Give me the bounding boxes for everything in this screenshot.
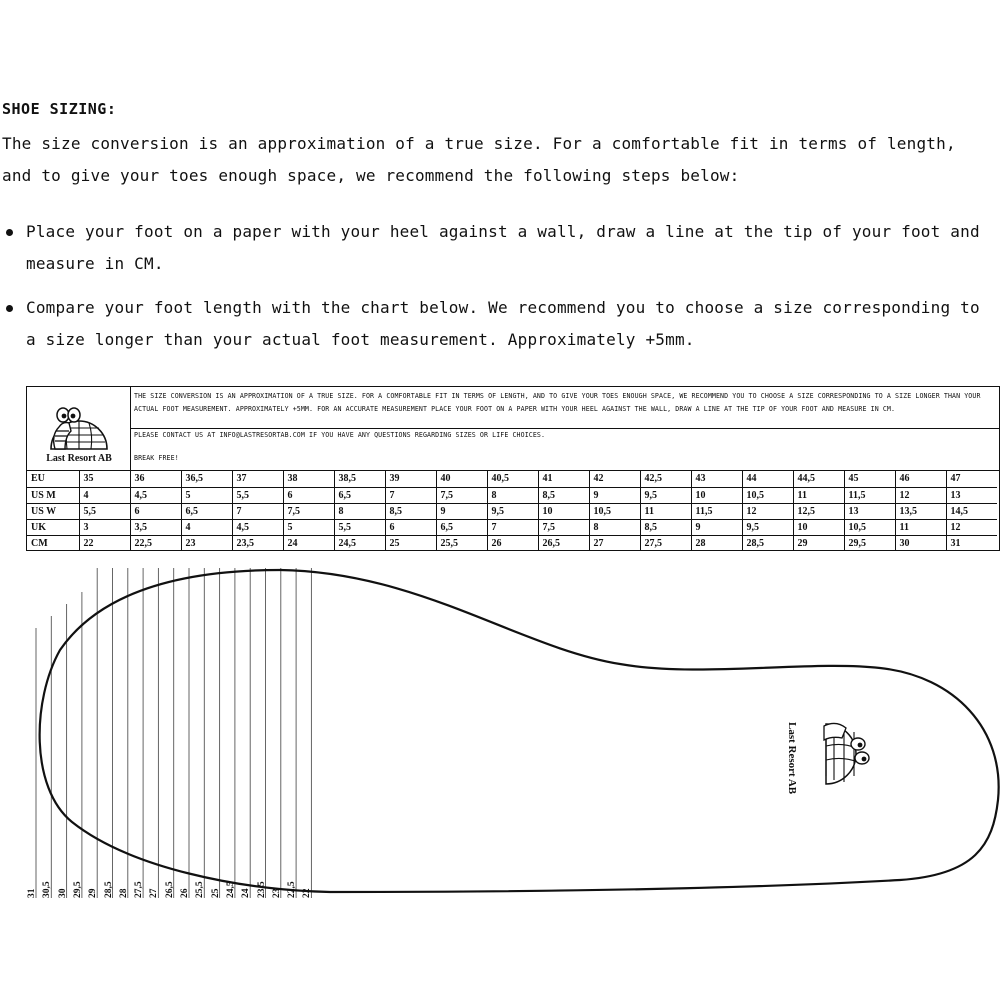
size-cell: 5,5 bbox=[79, 503, 130, 519]
size-cell: 8,5 bbox=[538, 487, 589, 503]
size-cell: 9 bbox=[691, 519, 742, 535]
size-cell: 13,5 bbox=[895, 503, 946, 519]
tagline: BREAK FREE! bbox=[134, 454, 179, 462]
size-cell: 28 bbox=[691, 535, 742, 551]
size-cell: 7 bbox=[232, 503, 283, 519]
ruler-label: 28 bbox=[118, 888, 129, 898]
ruler-label: 30 bbox=[57, 888, 68, 898]
size-cell: 14,5 bbox=[946, 503, 997, 519]
size-cell: 5 bbox=[283, 519, 334, 535]
size-cell: 11 bbox=[640, 503, 691, 519]
size-cell: 11,5 bbox=[844, 487, 895, 503]
size-cell: 23,5 bbox=[232, 535, 283, 551]
size-cell: 8,5 bbox=[640, 519, 691, 535]
size-cell: 8 bbox=[487, 487, 538, 503]
size-cell: 7,5 bbox=[283, 503, 334, 519]
size-cell: 7,5 bbox=[436, 487, 487, 503]
size-cell: 10,5 bbox=[844, 519, 895, 535]
globe-mascot-logo-icon bbox=[41, 391, 117, 453]
size-cell: 8 bbox=[334, 503, 385, 519]
size-cell: 13 bbox=[946, 487, 997, 503]
size-system-label: US W bbox=[27, 503, 79, 519]
size-cell: 46 bbox=[895, 471, 946, 487]
ruler-label: 25,5 bbox=[195, 881, 206, 898]
size-row bbox=[27, 471, 997, 487]
size-cell: 36 bbox=[130, 471, 181, 487]
ruler-label: 30,5 bbox=[42, 881, 53, 898]
ruler-label: 27 bbox=[149, 888, 160, 898]
size-row bbox=[27, 487, 997, 503]
size-cell: 4,5 bbox=[130, 487, 181, 503]
size-cell: 7 bbox=[385, 487, 436, 503]
size-cell: 5,5 bbox=[334, 519, 385, 535]
size-cell: 7,5 bbox=[538, 519, 589, 535]
size-system-label: CM bbox=[27, 535, 79, 551]
size-cell: 6,5 bbox=[181, 503, 232, 519]
size-cell: 28,5 bbox=[742, 535, 793, 551]
measurement-ruler bbox=[36, 568, 311, 898]
sole-mascot-logo-icon bbox=[824, 723, 869, 784]
contact-note: PLEASE CONTACT US AT INFO@LASTRESORTAB.COM IF YOU HAVE ANY QUESTIONS REGARDING SIZES OR LIFE CHOICES. bbox=[134, 431, 546, 439]
size-cell: 31 bbox=[946, 535, 997, 551]
size-cell: 11 bbox=[793, 487, 844, 503]
size-cell: 26 bbox=[487, 535, 538, 551]
ruler-label: 26 bbox=[180, 888, 190, 898]
size-cell: 9 bbox=[436, 503, 487, 519]
size-cell: 11 bbox=[895, 519, 946, 535]
size-cell: 8,5 bbox=[385, 503, 436, 519]
size-row bbox=[27, 519, 997, 535]
size-cell: 24,5 bbox=[334, 535, 385, 551]
size-cell: 38 bbox=[283, 471, 334, 487]
size-cell: 4,5 bbox=[232, 519, 283, 535]
ruler-label: 29 bbox=[88, 888, 99, 898]
size-cell: 40,5 bbox=[487, 471, 538, 487]
size-cell: 9 bbox=[589, 487, 640, 503]
size-cell: 12 bbox=[742, 503, 793, 519]
bullet-icon bbox=[6, 305, 13, 312]
ruler-label: 25 bbox=[210, 888, 221, 898]
chart-logo-cell bbox=[27, 387, 131, 471]
intro-paragraph: The size conversion is an approximation of a true size. For a comfortable fit in terms of length, and to give your toes enough space, we recommend the following steps below: bbox=[2, 134, 956, 185]
ruler-label: 22,5 bbox=[287, 881, 298, 898]
size-cell: 30 bbox=[895, 535, 946, 551]
ruler-label: 23,5 bbox=[256, 881, 267, 898]
size-cell: 10 bbox=[793, 519, 844, 535]
size-system-label: EU bbox=[27, 471, 79, 487]
ruler-label: 28,5 bbox=[103, 881, 114, 898]
size-cell: 10 bbox=[538, 503, 589, 519]
size-cell: 6,5 bbox=[436, 519, 487, 535]
size-cell: 10,5 bbox=[742, 487, 793, 503]
size-cell: 27 bbox=[589, 535, 640, 551]
size-cell: 4 bbox=[79, 487, 130, 503]
size-cell: 6 bbox=[283, 487, 334, 503]
chart-note-cell bbox=[131, 387, 999, 471]
size-cell: 23 bbox=[181, 535, 232, 551]
ruler-label: 24,5 bbox=[225, 881, 236, 898]
size-cell: 44,5 bbox=[793, 471, 844, 487]
size-cell: 36,5 bbox=[181, 471, 232, 487]
sole-brand-text: Last Resort AB bbox=[786, 722, 798, 795]
size-cell: 10,5 bbox=[589, 503, 640, 519]
size-cell: 25 bbox=[385, 535, 436, 551]
size-cell: 5,5 bbox=[232, 487, 283, 503]
size-cell: 35 bbox=[79, 471, 130, 487]
size-cell: 29 bbox=[793, 535, 844, 551]
instruction-item bbox=[2, 216, 992, 280]
size-cell: 47 bbox=[946, 471, 997, 487]
size-cell: 40 bbox=[436, 471, 487, 487]
size-cell: 22 bbox=[79, 535, 130, 551]
size-cell: 38,5 bbox=[334, 471, 385, 487]
instruction-text: Compare your foot length with the chart below. We recommend you to choose a size corresponding to a size longer than your actual foot measurement. Approximately +5mm. bbox=[26, 298, 980, 349]
size-cell: 22,5 bbox=[130, 535, 181, 551]
size-cell: 43 bbox=[691, 471, 742, 487]
size-cell: 41 bbox=[538, 471, 589, 487]
size-cell: 25,5 bbox=[436, 535, 487, 551]
size-cell: 11,5 bbox=[691, 503, 742, 519]
size-cell: 37 bbox=[232, 471, 283, 487]
bullet-icon bbox=[6, 229, 13, 236]
ruler-label: 27,5 bbox=[134, 881, 145, 898]
size-cell: 4 bbox=[181, 519, 232, 535]
size-cell: 8 bbox=[589, 519, 640, 535]
ruler-label: 29,5 bbox=[72, 881, 83, 898]
size-cell: 12 bbox=[946, 519, 997, 535]
size-row bbox=[27, 503, 997, 519]
page-title: SHOE SIZING: bbox=[2, 100, 117, 118]
ruler-label: 26,5 bbox=[164, 881, 175, 898]
size-cell: 3 bbox=[79, 519, 130, 535]
size-cell: 24 bbox=[283, 535, 334, 551]
size-cell: 26,5 bbox=[538, 535, 589, 551]
size-conversion-table bbox=[27, 471, 997, 551]
ruler-label: 31 bbox=[27, 888, 37, 898]
size-cell: 6 bbox=[130, 503, 181, 519]
ruler-label: 22 bbox=[302, 888, 313, 898]
size-cell: 42 bbox=[589, 471, 640, 487]
ruler-label: 24 bbox=[241, 888, 252, 898]
size-cell: 6,5 bbox=[334, 487, 385, 503]
size-system-label: US M bbox=[27, 487, 79, 503]
size-cell: 3,5 bbox=[130, 519, 181, 535]
insole-template bbox=[0, 560, 1000, 900]
size-cell: 9,5 bbox=[742, 519, 793, 535]
brand-caption: Last Resort AB bbox=[46, 453, 112, 464]
size-cell: 6 bbox=[385, 519, 436, 535]
chart-disclaimer: THE SIZE CONVERSION IS AN APPROXIMATION OF A TRUE SIZE. FOR A COMFORTABLE FIT IN TERMS OF LENGTH, AND TO GIVE YOUR TOES ENOUGH SPACE, WE RECOMMEND YOU TO CHOOSE A SIZE CORRESPONDING TO A SIZE LONGER THAN YOUR ACTUAL FOOT MEASUREMENT. APPROXIMATELY +5MM. FOR AN ACCURATE MEASUREMENT PLACE YOUR FOOT ON A PAPER WITH YOUR HEEL AGAINST THE WALL, DRAW A LINE AT THE TIP OF YOUR FOOT AND MEASURE IN CM. bbox=[131, 387, 999, 429]
size-cell: 10 bbox=[691, 487, 742, 503]
size-cell: 39 bbox=[385, 471, 436, 487]
size-cell: 7 bbox=[487, 519, 538, 535]
size-system-label: UK bbox=[27, 519, 79, 535]
size-cell: 44 bbox=[742, 471, 793, 487]
size-cell: 5 bbox=[181, 487, 232, 503]
size-cell: 9,5 bbox=[640, 487, 691, 503]
size-cell: 42,5 bbox=[640, 471, 691, 487]
size-chart bbox=[26, 386, 1000, 551]
size-cell: 12 bbox=[895, 487, 946, 503]
size-cell: 12,5 bbox=[793, 503, 844, 519]
instruction-text: Place your foot on a paper with your heel against a wall, draw a line at the tip of your foot and measure in CM. bbox=[26, 222, 980, 273]
size-row bbox=[27, 535, 997, 551]
insole-outline bbox=[40, 570, 999, 892]
size-cell: 13 bbox=[844, 503, 895, 519]
size-cell: 45 bbox=[844, 471, 895, 487]
size-cell: 29,5 bbox=[844, 535, 895, 551]
size-cell: 27,5 bbox=[640, 535, 691, 551]
ruler-label: 23 bbox=[271, 888, 282, 898]
instruction-item bbox=[2, 292, 992, 356]
size-cell: 9,5 bbox=[487, 503, 538, 519]
